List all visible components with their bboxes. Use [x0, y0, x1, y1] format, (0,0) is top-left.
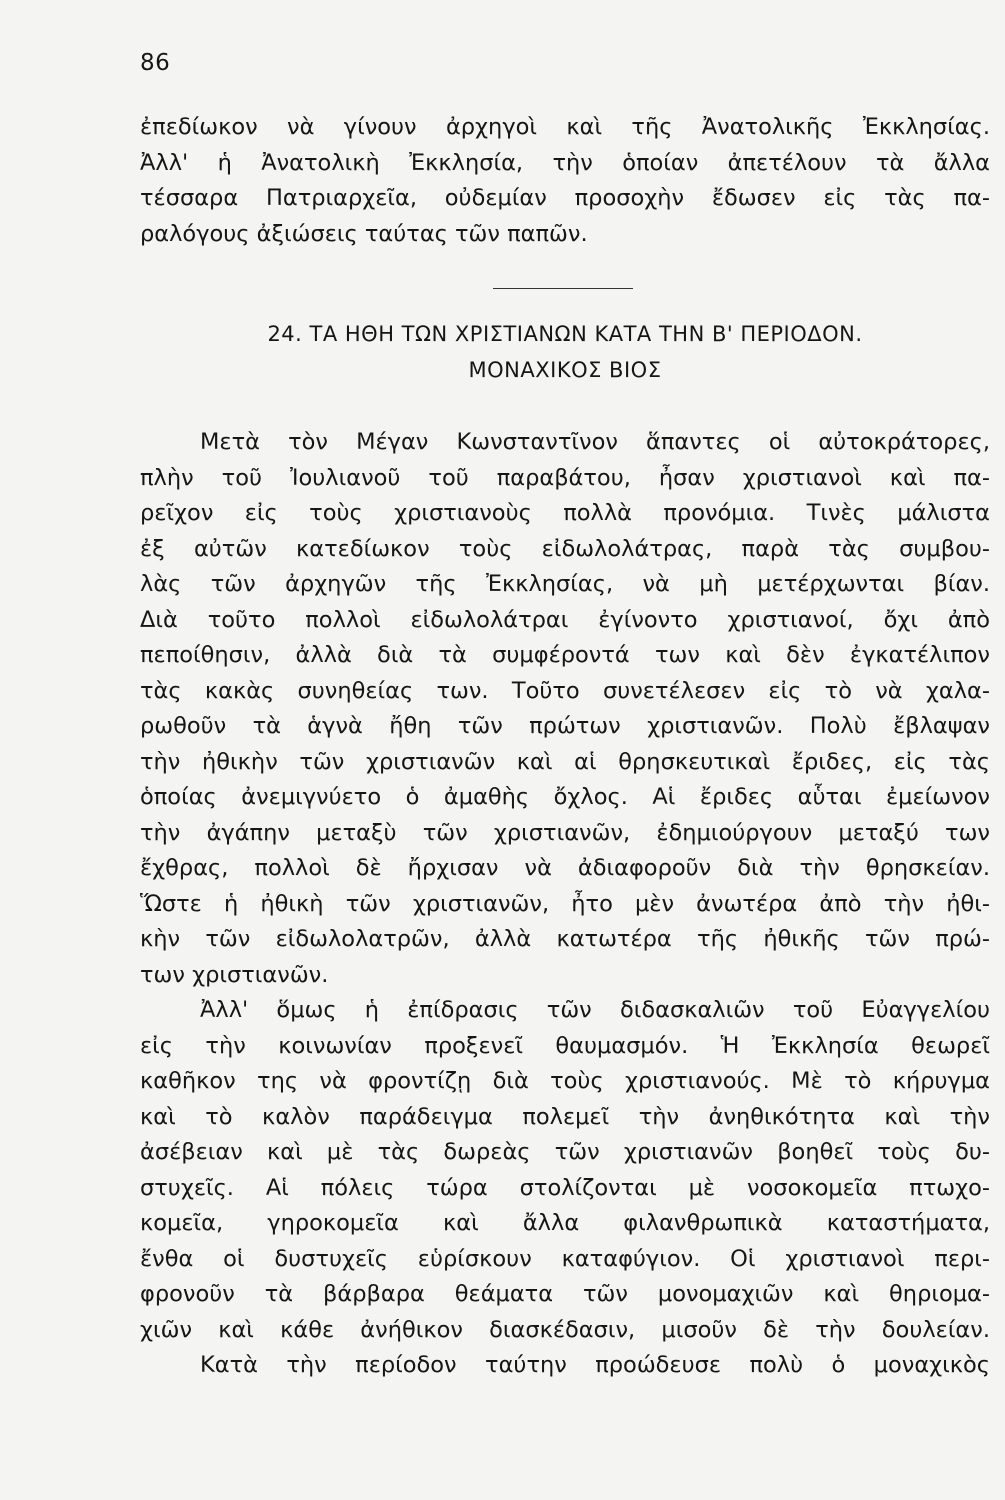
text-line: στυχεῖς. Αἱ πόλεις τώρα στολίζονται μὲ νοσοκομεῖα πτωχο- — [140, 1174, 990, 1201]
text-line: τέσσαρα Πατριαρχεῖα, οὐδεμίαν προσοχὴν ἔδωσεν εἰς τὰς πα- — [140, 185, 990, 211]
text-line: κομεῖα, γηροκομεῖα καὶ ἄλλα φιλανθρωπικὰ καταστήματα, — [140, 1210, 990, 1236]
text-line: ἐξ αὐτῶν κατεδίωκον τοὺς εἰδωλολάτρας, παρὰ τὰς συμβου- — [140, 535, 990, 562]
text-line: καθῆκον της νὰ φροντίζῃ διὰ τοὺς χριστιανούς. Μὲ τὸ κήρυγμα — [140, 1068, 990, 1094]
text-line: κὴν τῶν εἰδωλολατρῶν, ἀλλὰ κατωτέρα τῆς ἠθικῆς τῶν πρώ- — [140, 926, 990, 952]
text-line: λὰς τῶν ἀρχηγῶν τῆς Ἐκκλησίας, νὰ μὴ μετέρχωνται βίαν. — [140, 571, 990, 597]
section-heading: 24. ΤΑ ΗΘΗ ΤΩΝ ΧΡΙΣΤΙΑΝΩΝ ΚΑΤΑ ΤΗΝ Β' ΠΕΡΙΟΔΟΝ. — [267, 322, 863, 346]
text-line: ὁποίας ἀνεμιγνύετο ὁ ἀμαθὴς ὄχλος. Αἱ ἔριδες αὗται ἐμείωνον — [140, 784, 990, 810]
text-line: ραλόγους ἀξιώσεις ταύτας τῶν παπῶν. — [140, 220, 588, 247]
text-line: τὴν ἀγάπην μεταξὺ τῶν χριστιανῶν, ἐδημιούργουν μεταξύ των — [140, 819, 990, 846]
text-line: εἰς τὴν κοινωνίαν προξενεῖ θαυμασμόν. Ἡ Ἐκκλησία θεωρεῖ — [140, 1032, 990, 1059]
text-line: ρωθοῦν τὰ ἁγνὰ ἤθη τῶν πρώτων χριστιανῶν. Πολὺ ἔβλαψαν — [140, 713, 990, 739]
text-line: τὴν ἠθικὴν τῶν χριστιανῶν καὶ αἱ θρησκευτικαὶ ἔριδες, εἰς τὰς — [140, 748, 990, 775]
text-line: καὶ τὸ καλὸν παράδειγμα πολεμεῖ τὴν ἀνηθικότητα καὶ τὴν — [140, 1103, 990, 1130]
text-line: ρεῖχον εἰς τοὺς χριστιανοὺς πολλὰ προνόμια. Τινὲς μάλιστα — [140, 500, 990, 526]
text-line: Ἀλλ' ὅμως ἡ ἐπίδρασις τῶν διδασκαλιῶν τοῦ Εὐαγγελίου — [200, 997, 990, 1023]
text-line: των χριστιανῶν. — [140, 961, 329, 988]
text-line: ἔχθρας, πολλοὶ δὲ ἤρχισαν νὰ ἀδιαφοροῦν διὰ τὴν θρησκείαν. — [140, 855, 990, 881]
text-line: φρονοῦν τὰ βάρβαρα θεάματα τῶν μονομαχιῶν καὶ θηριομα- — [140, 1281, 990, 1307]
text-line: Ἀλλ' ἡ Ἀνατολικὴ Ἐκκλησία, τὴν ὁποίαν ἀπετέλουν τὰ ἄλλα — [140, 149, 990, 176]
text-line: τὰς κακὰς συνηθείας των. Τοῦτο συνετέλεσεν εἰς τὸ νὰ χαλα- — [140, 677, 990, 704]
section-subheading: ΜΟΝΑΧΙΚΟΣ ΒΙΟΣ — [468, 358, 662, 382]
intro-paragraph — [140, 110, 990, 252]
text-line: ἔνθα οἱ δυστυχεῖς εὑρίσκουν καταφύγιον. Οἱ χριστιανοὶ περι- — [140, 1245, 990, 1272]
text-line: Ὥστε ἡ ἠθικὴ τῶν χριστιανῶν, ἦτο μὲν ἀνωτέρα ἀπὸ τὴν ἠθι- — [140, 890, 990, 917]
text-line: ἀσέβειαν καὶ μὲ τὰς δωρεὰς τῶν χριστιανῶν βοηθεῖ τοὺς δυ- — [140, 1139, 990, 1165]
text-line: χιῶν καὶ κάθε ἀνήθικον διασκέδασιν, μισοῦν δὲ τὴν δουλείαν. — [140, 1316, 990, 1343]
text-line: Διὰ τοῦτο πολλοὶ εἰδωλολάτραι ἐγίνοντο χριστιανοί, ὄχι ἀπὸ — [140, 606, 990, 633]
text-line: πλὴν τοῦ Ἰουλιανοῦ τοῦ παραβάτου, ἦσαν χριστιανοὶ καὶ πα- — [140, 464, 990, 491]
text-line: ἐπεδίωκον νὰ γίνουν ἀρχηγοὶ καὶ τῆς Ἀνατολικῆς Ἐκκλησίας. — [140, 114, 990, 140]
section-separator — [493, 288, 633, 289]
text-line: Μετὰ τὸν Μέγαν Κωνσταντῖνον ἅπαντες οἱ αὐτοκράτορες, — [200, 429, 990, 455]
text-line: Κατὰ τὴν περίοδον ταύτην προώδευσε πολὺ ὁ μοναχικὸς — [200, 1352, 990, 1378]
text-line: πεποίθησιν, ἀλλὰ διὰ τὰ συμφέροντά των καὶ δὲν ἐγκατέλιπον — [140, 642, 990, 668]
page-number: 86 — [140, 50, 171, 76]
body-text — [140, 425, 990, 1384]
